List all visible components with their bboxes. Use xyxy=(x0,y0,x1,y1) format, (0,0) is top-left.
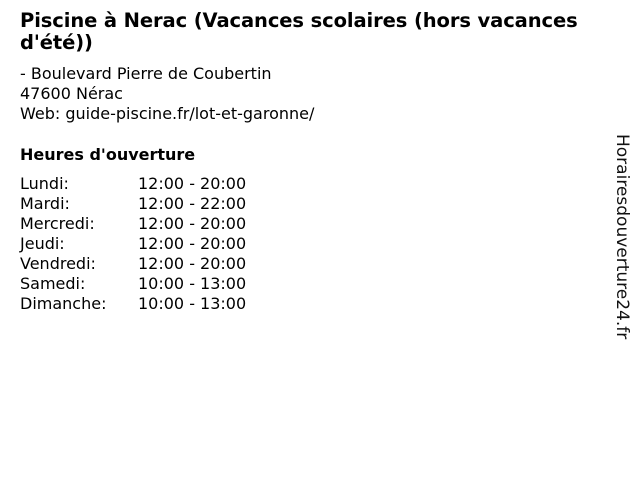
time-range: 12:00 - 20:00 xyxy=(138,234,247,253)
day-label: Dimanche: xyxy=(20,294,107,313)
time-range: 12:00 - 22:00 xyxy=(138,194,247,213)
day-label: Samedi: xyxy=(20,274,86,293)
address-block xyxy=(20,64,314,124)
day-label: Mardi: xyxy=(20,194,70,213)
day-label: Lundi: xyxy=(20,174,69,193)
opening-hours-heading: Heures d'ouverture xyxy=(20,145,196,164)
day-label: Jeudi: xyxy=(20,234,65,253)
site-watermark: Horairesdouverture24.fr xyxy=(612,134,632,340)
time-range: 12:00 - 20:00 xyxy=(138,174,247,193)
day-label: Vendredi: xyxy=(20,254,96,273)
time-range: 10:00 - 13:00 xyxy=(138,274,247,293)
time-range: 10:00 - 13:00 xyxy=(138,294,247,313)
website-text: Web: guide-piscine.fr/lot-et-garonne/ xyxy=(20,104,315,123)
city-postcode: 47600 Nérac xyxy=(20,84,123,103)
day-label: Mercredi: xyxy=(20,214,95,233)
time-range: 12:00 - 20:00 xyxy=(138,214,247,233)
page-title: Piscine à Nerac (Vacances scolaires (hors vacances d'été)) xyxy=(20,9,578,54)
time-range: 12:00 - 20:00 xyxy=(138,254,247,273)
street-address: - Boulevard Pierre de Coubertin xyxy=(20,64,272,83)
